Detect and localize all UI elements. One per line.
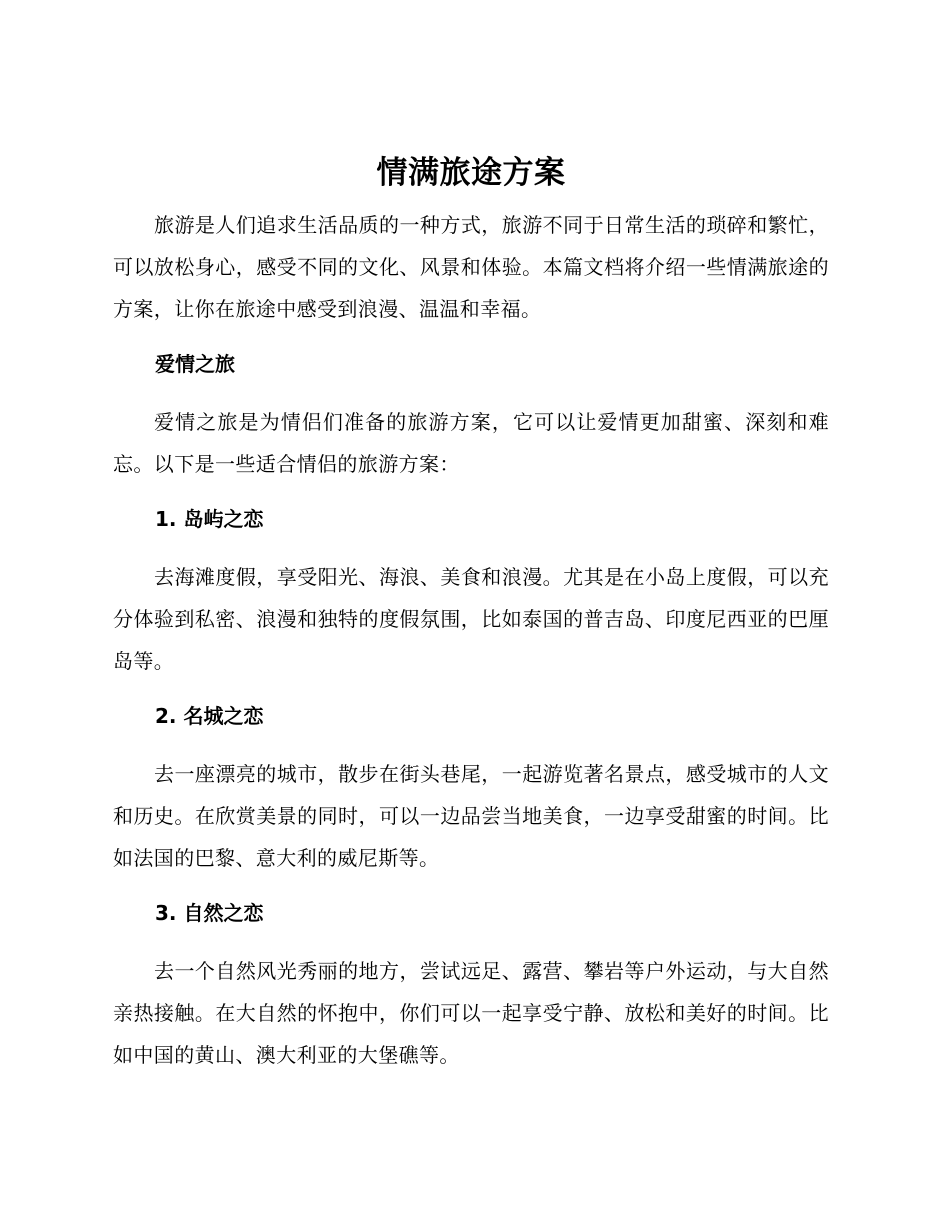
item-paragraph-city: 去一座漂亮的城市，散步在街头巷尾，一起游览著名景点，感受城市的人文和历史。在欣赏美景的同时，可以一边品尝当地美食，一边享受甜蜜的时间。比如法国的巴黎、意大利的威尼斯等。 — [113, 762, 829, 870]
document-title: 情满旅途方案 — [376, 155, 566, 191]
item-heading-city: 2. 名城之恋 — [155, 704, 264, 728]
section-intro-paragraph: 爱情之旅是为情侣们准备的旅游方案，它可以让爱情更加甜蜜、深刻和难忘。以下是一些适合情侣的旅游方案： — [113, 410, 829, 476]
section-heading-love-trip: 爱情之旅 — [155, 352, 235, 376]
document-page — [113, 148, 829, 1089]
item-paragraph-island: 去海滩度假，享受阳光、海浪、美食和浪漫。尤其是在小岛上度假，可以充分体验到私密、浪漫和独特的度假氛围，比如泰国的普吉岛、印度尼西亚的巴厘岛等。 — [113, 565, 829, 673]
intro-paragraph: 旅游是人们追求生活品质的一种方式，旅游不同于日常生活的琐碎和繁忙，可以放松身心，感受不同的文化、风景和体验。本篇文档将介绍一些情满旅途的方案，让你在旅途中感受到浪漫、温温和幸福。 — [113, 213, 829, 321]
item-heading-island: 1. 岛屿之恋 — [155, 507, 264, 531]
item-paragraph-nature: 去一个自然风光秀丽的地方，尝试远足、露营、攀岩等户外运动，与大自然亲热接触。在大自然的怀抱中，你们可以一起享受宁静、放松和美好的时间。比如中国的黄山、澳大利亚的大堡礁等。 — [113, 959, 829, 1067]
item-heading-nature: 3. 自然之恋 — [155, 901, 264, 925]
